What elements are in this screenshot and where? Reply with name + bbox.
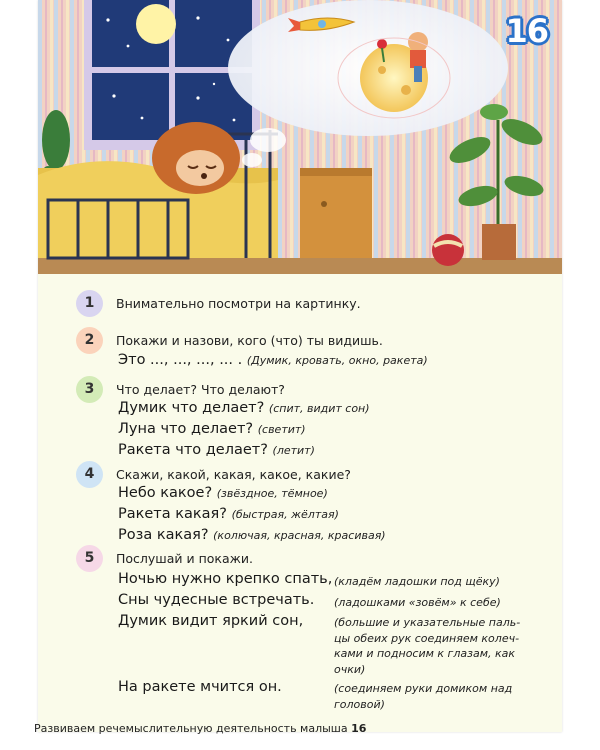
gesture-hint: (ладошками «зовём» к себе)	[334, 596, 501, 609]
ball-icon	[432, 234, 464, 266]
gesture-hint: (соединяем руки домиком над головой)	[334, 682, 513, 711]
line-hint: (светит)	[257, 423, 306, 436]
answer-line	[118, 506, 339, 522]
line-hint: (быстрая, жёлтая)	[231, 508, 339, 521]
task-instruction: Покажи и назови, кого (что) ты видишь.	[116, 333, 383, 348]
poem-line: На ракете мчится он.	[118, 679, 282, 695]
book-page	[38, 0, 562, 732]
line-hint: (колючая, красная, красивая)	[213, 529, 386, 542]
answer-line	[118, 485, 328, 501]
line-text: Это ..., ..., ..., ... .	[118, 352, 243, 368]
task-number: 4	[76, 461, 103, 488]
moon-icon	[136, 4, 176, 44]
page-footer	[34, 722, 366, 735]
answer-line	[118, 442, 315, 458]
task-instruction: Послушай и покажи.	[116, 551, 253, 566]
task-number: 1	[76, 290, 103, 317]
footer-text: Развиваем речемыслительную деятельность малыша	[34, 722, 348, 735]
line-text: Ракета какая?	[118, 506, 227, 522]
poem-line: Ночью нужно крепко спать,	[118, 571, 333, 587]
line-hint: (спит, видит сон)	[268, 402, 370, 415]
answer-line	[118, 352, 428, 368]
line-text: Ракета что делает?	[118, 442, 268, 458]
task-number: 2	[76, 327, 103, 354]
line-text: Думик что делает?	[118, 400, 265, 416]
line-hint: (Думик, кровать, окно, ракета)	[246, 354, 428, 367]
poem-line: Думик видит яркий сон,	[118, 613, 304, 629]
task-number: 5	[76, 545, 103, 572]
page-number-badge: 16	[505, 12, 548, 50]
answer-line	[118, 527, 386, 543]
answer-line	[118, 421, 306, 437]
gesture-hint: (большие и указательные паль-цы обеих рук соединяем колеч-ками и подносим к глазам, как очки)	[334, 616, 521, 676]
line-text: Небо какое?	[118, 485, 213, 501]
footer-page-number: 16	[351, 722, 367, 735]
line-hint: (летит)	[272, 444, 315, 457]
poem-line: Сны чудесные встречать.	[118, 592, 315, 608]
answer-line	[118, 400, 370, 416]
line-text: Луна что делает?	[118, 421, 254, 437]
hedgehog-sleeping-icon	[152, 122, 240, 194]
task-instruction: Скажи, какой, какая, какое, какие?	[116, 467, 351, 482]
line-hint: (звёздное, тёмное)	[216, 487, 328, 500]
illustration	[38, 0, 562, 274]
nightstand-icon	[300, 168, 372, 258]
task-number: 3	[76, 376, 103, 403]
gesture-hint: (кладём ладошки под щёку)	[334, 575, 500, 588]
task-instruction: Внимательно посмотри на картинку.	[116, 296, 361, 311]
task-instruction: Что делает? Что делают?	[116, 382, 285, 397]
line-text: Роза какая?	[118, 527, 209, 543]
